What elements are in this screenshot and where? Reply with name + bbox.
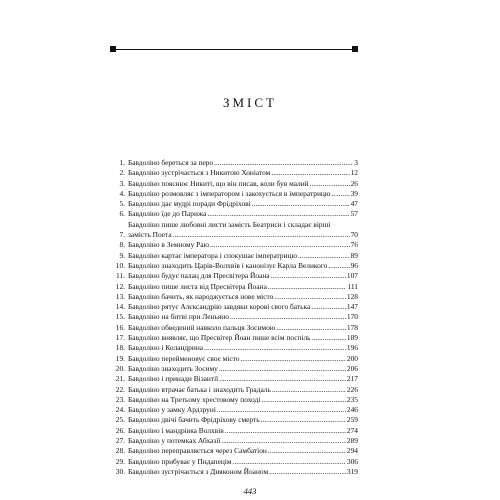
toc-entry-number: 21. — [115, 374, 125, 384]
dot-leader — [331, 189, 349, 199]
toc-entry — [112, 405, 358, 415]
toc-entry-title: Бавдоліно у замку Ардзруні — [128, 405, 216, 415]
toc-entry-page: 147 — [346, 302, 358, 312]
toc-entry-title: Бавдоліно прибуває у Пндапецім — [128, 456, 232, 466]
toc-entry — [112, 354, 358, 364]
toc-entry-page: 47 — [350, 199, 358, 209]
toc-entry — [112, 457, 358, 467]
dot-leader — [311, 302, 346, 312]
dot-leader — [210, 240, 350, 250]
toc-entry-number: 5. — [119, 199, 125, 209]
dot-leader — [204, 343, 346, 353]
dot-leader — [252, 199, 350, 209]
toc-entry-title: Бавдоліно знаходить Царів-Волхвів і канонізує Карла Великого — [128, 260, 328, 270]
toc-entry-page: 3 — [354, 158, 358, 167]
toc-entry-page: 217 — [346, 374, 358, 384]
dot-leader — [268, 282, 347, 292]
toc-entry — [112, 467, 358, 477]
toc-entry-title: Бавдоліно береться за перо — [128, 158, 214, 167]
toc-entry-page: 96 — [350, 260, 358, 270]
toc-entry-title: Бавдоліно їде до Парижа — [128, 209, 207, 219]
toc-entry-page: 189 — [346, 333, 358, 343]
toc-entry-page: 235 — [346, 394, 358, 404]
toc-entry-number: 3. — [119, 178, 125, 188]
dot-leader — [310, 179, 350, 189]
toc-entry — [112, 179, 358, 189]
toc-entry-page: 12 — [350, 168, 358, 178]
dot-leader — [268, 446, 346, 456]
toc-entry — [112, 251, 358, 261]
dot-leader — [233, 457, 346, 467]
toc-entry-page: 178 — [346, 322, 358, 332]
toc-entry — [112, 333, 358, 343]
table-of-contents — [112, 158, 358, 477]
toc-entry-page: 89 — [350, 250, 358, 260]
toc-entry-number: 20. — [115, 363, 125, 373]
toc-entry-number: 13. — [115, 291, 125, 301]
toc-entry — [112, 209, 358, 219]
toc-entry-number: 18. — [115, 343, 125, 353]
toc-entry — [112, 323, 358, 333]
toc-entry-title: Бавдоліно пояснює Никиті, що він писав, коли був малий — [128, 178, 309, 188]
toc-entry-title: Бавдоліно переправляється через Самбатіон — [128, 446, 267, 456]
dot-leader — [312, 333, 346, 343]
toc-entry — [112, 189, 358, 199]
toc-entry-number: 9. — [119, 250, 125, 260]
toc-entry-number: 12. — [115, 281, 125, 291]
toc-entry-title: Бавдоліно обведений навколо пальця Зосимою — [128, 322, 276, 332]
toc-entry-page: 128 — [346, 291, 358, 301]
toc-entry-title: Бавдоліно будує палац для Пресвітера Йоана — [128, 271, 270, 281]
toc-entry-number: 16. — [115, 322, 125, 332]
toc-entry-number: 1. — [119, 158, 125, 167]
toc-entry-title: Бавдоліно і мандрівка Волхвів — [128, 425, 224, 435]
toc-entry-page: 111 — [347, 281, 358, 291]
toc-entry-number: 8. — [119, 240, 125, 250]
dot-leader — [173, 230, 350, 240]
toc-entry-number: 27. — [115, 436, 125, 446]
toc-entry-title: замість Поета — [128, 230, 172, 240]
toc-entry-title: Бавдоліно дає мудрі поради Фрідріхові — [128, 199, 251, 209]
toc-entry-page: 319 — [346, 466, 358, 476]
toc-entry-number: 14. — [115, 302, 125, 312]
dot-leader — [230, 312, 346, 322]
toc-entry-number: 10. — [115, 260, 125, 270]
toc-entry — [112, 385, 358, 395]
toc-entry-title: Бавдоліно виявляє, що Пресвітер Йоан пише всім поспіль — [128, 333, 311, 343]
toc-entry-page: 246 — [346, 405, 358, 415]
dot-leader — [219, 374, 346, 384]
toc-entry-page: 226 — [346, 384, 358, 394]
toc-entry-page: 200 — [346, 353, 358, 363]
toc-entry-page: 196 — [346, 343, 358, 353]
toc-entry — [112, 343, 358, 353]
dot-leader — [225, 426, 346, 436]
dot-leader — [261, 415, 346, 425]
dot-leader — [274, 292, 346, 302]
toc-entry-number: 24. — [115, 405, 125, 415]
toc-entry-title: Бавдоліно в Земному Раю — [128, 240, 210, 250]
toc-entry-number: 7. — [119, 230, 125, 240]
dot-leader — [272, 385, 346, 395]
dot-leader — [207, 209, 349, 219]
toc-entry — [112, 220, 358, 241]
dot-leader — [298, 251, 350, 261]
toc-entry-number: 19. — [115, 353, 125, 363]
toc-entry-number: 29. — [115, 456, 125, 466]
toc-entry — [112, 395, 358, 405]
toc-entry — [112, 240, 358, 250]
toc-entry-title: Бавдоліно пише любовні листи замість Беатриси і складає вірші — [128, 219, 331, 229]
toc-entry-title: Бавдоліно двічі бачить Фрідріхову смерть — [128, 415, 260, 425]
dot-leader — [219, 364, 346, 374]
toc-entry — [112, 426, 358, 436]
toc-entry-number: 25. — [115, 415, 125, 425]
toc-entry-title: Бавдоліно на Третьому хрестовому поході — [128, 394, 261, 404]
toc-entry — [112, 158, 358, 168]
toc-entry-number: 11. — [116, 271, 125, 281]
page-title: ЗМІСТ — [222, 95, 277, 110]
toc-entry-page: 294 — [346, 446, 358, 456]
toc-entry-title: Бавдоліно бачить, як народжується нове місто — [128, 291, 274, 301]
toc-entry — [112, 199, 358, 209]
toc-entry — [112, 168, 358, 178]
toc-entry-page: 76 — [350, 240, 358, 250]
toc-entry-number: 28. — [115, 446, 125, 456]
toc-entry — [112, 282, 358, 292]
toc-entry-page: 306 — [346, 456, 358, 466]
toc-entry-title: Бавдоліно перейменовує своє місто — [128, 353, 240, 363]
toc-entry-page: 70 — [350, 230, 358, 240]
dot-leader — [214, 158, 353, 168]
toc-entry-page: 170 — [346, 312, 358, 322]
toc-entry — [112, 364, 358, 374]
toc-entry — [112, 436, 358, 446]
toc-entry-title: Бавдоліно зустрічається з Дияконом Йоаном — [128, 466, 269, 476]
toc-entry-page: 26 — [350, 178, 358, 188]
toc-entry-page: 39 — [350, 188, 358, 198]
toc-entry-page: 289 — [346, 436, 358, 446]
toc-entry — [112, 271, 358, 281]
toc-entry-title: Бавдоліно пише листа від Пресвітера Йоана — [128, 281, 267, 291]
toc-entry-page: 57 — [350, 209, 358, 219]
toc-entry-title: Бавдоліно зустрічається з Никитою Хонiатом — [128, 168, 271, 178]
toc-entry-title: Бавдоліно знаходить Зосиму — [128, 363, 218, 373]
toc-entry-number: 4. — [119, 188, 125, 198]
toc-entry-page: 107 — [346, 271, 358, 281]
dot-leader — [240, 354, 345, 364]
toc-entry — [112, 446, 358, 456]
toc-entry-title: Бавдоліно рятує Алєксандрію завдяки корові свого батька — [128, 302, 311, 312]
toc-entry-number: 22. — [115, 384, 125, 394]
toc-entry — [112, 302, 358, 312]
toc-entry-page: 274 — [346, 425, 358, 435]
header-ornament-right — [352, 46, 358, 52]
toc-entry-title: Бавдоліно втрачає батька і знаходить Градаль — [128, 384, 271, 394]
toc-entry-number: 6. — [119, 209, 125, 219]
toc-entry-page: 206 — [346, 363, 358, 373]
toc-entry-page: 259 — [346, 415, 358, 425]
toc-entry-title: Бавдоліно картає імператора і спокушає імператрицю — [128, 250, 298, 260]
toc-entry — [112, 261, 358, 271]
toc-entry-number: 17. — [115, 333, 125, 343]
toc-entry-number: 23. — [115, 394, 125, 404]
dot-leader — [217, 405, 346, 415]
toc-entry-title: Бавдоліно у потемках Абхазії — [128, 436, 221, 446]
toc-entry-title: Бавдоліно і принади Візантії — [128, 374, 219, 384]
toc-entry-title: Бавдоліно і Коландрина — [128, 343, 204, 353]
toc-entry — [112, 312, 358, 322]
toc-entry — [112, 292, 358, 302]
toc-entry-number: 30. — [115, 466, 125, 476]
toc-entry-number: 26. — [115, 425, 125, 435]
toc-entry-title: Бавдоліно на битві при Леньяно — [128, 312, 229, 322]
dot-leader — [221, 436, 346, 446]
toc-entry — [112, 374, 358, 384]
toc-entry — [112, 415, 358, 425]
toc-entry-number: 2. — [119, 168, 125, 178]
dot-leader — [328, 261, 349, 271]
toc-entry-number: 15. — [115, 312, 125, 322]
header-rule — [112, 49, 357, 50]
dot-leader — [261, 395, 345, 405]
dot-leader — [271, 271, 346, 281]
dot-leader — [269, 467, 346, 477]
toc-entry-title: Бавдоліно розмовляє з імператором і закохується в імператрицю — [128, 188, 331, 198]
page-number: 443 — [243, 486, 257, 496]
dot-leader — [271, 168, 349, 178]
dot-leader — [276, 323, 346, 333]
